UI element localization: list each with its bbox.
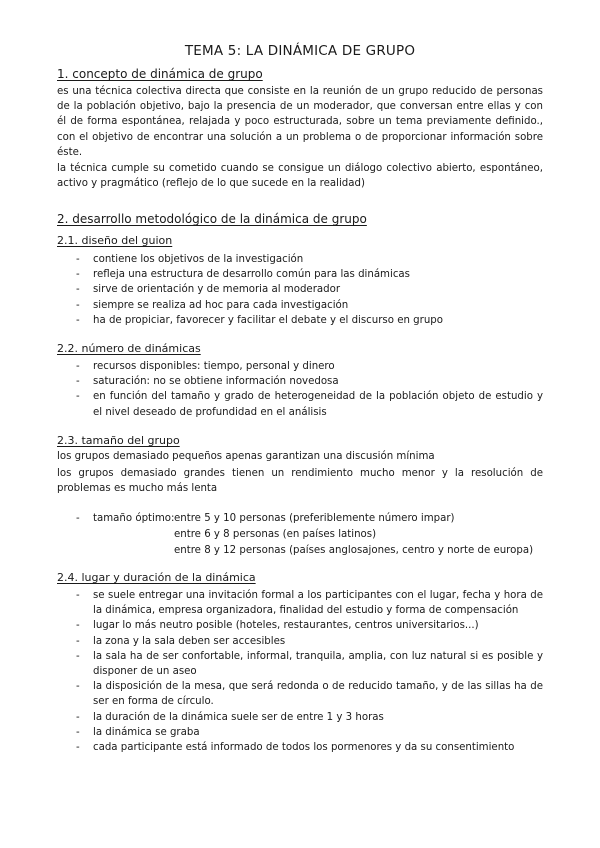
section-2-1-list <box>57 252 543 328</box>
section-2-1-heading: 2.1. diseño del guion <box>57 234 173 247</box>
list-item: - la zona y la sala deben ser accesibles <box>57 634 543 649</box>
document-title: TEMA 5: LA DINÁMICA DE GRUPO <box>184 43 416 59</box>
list-item: - en función del tamaño y grado de heterogeneidad de la población objeto de estudio y el nivel deseado de profundidad en el análisis <box>57 389 543 419</box>
optimo-dash: - <box>76 513 80 524</box>
list-item: - la sala ha de ser confortable, informal, tranquila, amplia, con luz natural si es posible y disponer de un aseo <box>57 649 543 679</box>
list-item: - se suele entregar una invitación formal a los participantes con el lugar, fecha y hora de la dinámica, empresa organizadora, finalidad del estudio y forma de compensación <box>57 588 543 618</box>
list-item: - refleja una estructura de desarrollo común para las dinámicas <box>57 267 543 282</box>
section-2-heading: 2. desarrollo metodológico de la dinámica de grupo <box>57 212 367 226</box>
section-1-heading: 1. concepto de dinámica de grupo <box>57 67 263 81</box>
list-item: - recursos disponibles: tiempo, personal y dinero <box>57 359 543 374</box>
section-2-2-heading: 2.2. número de dinámicas <box>57 342 201 355</box>
list-item: - la dinámica se graba <box>57 725 543 740</box>
section-2-4-list <box>57 588 543 755</box>
section-2-2-list <box>57 359 543 420</box>
list-item: - lugar lo más neutro posible (hoteles, restaurantes, centros universitarios...) <box>57 618 543 633</box>
section-1-paragraph-1: es una técnica colectiva directa que consiste en la reunión de un grupo reducido de personas de la población objetivo, bajo la presencia de un moderador, que conversan entre ellas y con él de forma espontánea, relajada y poco estructurada, sobre un tema previamente definido., con el objetivo de encontrar una solución a un problema o de proporcionar información sobre éste. <box>57 86 543 158</box>
list-item: - siempre se realiza ad hoc para cada investigación <box>57 298 543 313</box>
list-item: - ha de propiciar, favorecer y facilitar el debate y el discurso en grupo <box>57 313 543 328</box>
list-item: - contiene los objetivos de la investigación <box>57 252 543 267</box>
optimo-value-1: entre 5 y 10 personas (preferiblemente número impar) <box>174 513 455 524</box>
section-2-3-line-1: los grupos demasiado pequeños apenas garantizan una discusión mínima <box>57 451 435 462</box>
section-2-4-heading: 2.4. lugar y duración de la dinámica <box>57 571 256 584</box>
list-item: - saturación: no se obtiene información novedosa <box>57 374 543 389</box>
section-2-3-line-2: los grupos demasiado grandes tienen un rendimiento mucho menor y la resolución de problemas es mucho más lenta <box>57 468 543 495</box>
optimo-value-2: entre 6 y 8 personas (en países latinos) <box>174 529 377 540</box>
list-item: - la duración de la dinámica suele ser de entre 1 y 3 horas <box>57 710 543 725</box>
optimo-label: tamaño óptimo: <box>93 513 175 524</box>
section-1-paragraph-2: la técnica cumple su cometido cuando se consigue un diálogo colectivo abierto, espontáneo, activo y pragmático (reflejo de lo que sucede en la realidad) <box>57 163 543 190</box>
list-item: - cada participante está informado de todos los pormenores y da su consentimiento <box>57 740 543 755</box>
list-item: - la disposición de la mesa, que será redonda o de reducido tamaño, y de las sillas ha de ser en forma de círculo. <box>57 679 543 709</box>
list-item: - sirve de orientación y de memoria al moderador <box>57 282 543 297</box>
section-2-3-heading: 2.3. tamaño del grupo <box>57 434 180 447</box>
optimo-value-3: entre 8 y 12 personas (países anglosajones, centro y norte de europa) <box>174 545 534 556</box>
